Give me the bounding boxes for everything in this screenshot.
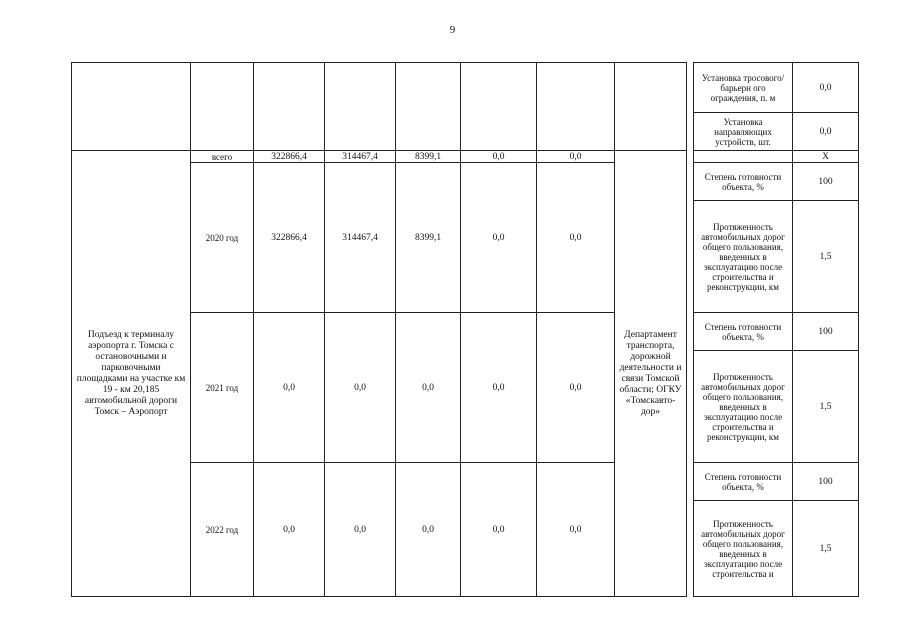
value-cell: 314467,4 [325, 151, 396, 163]
indicator-value: 100 [793, 313, 859, 351]
value-cell: 0,0 [396, 463, 461, 597]
indicator-value: 0,0 [793, 113, 859, 151]
period-label: 2021 год [191, 313, 254, 463]
year-row-2021-a [72, 313, 859, 351]
value-cell: 0,0 [254, 463, 325, 597]
indicator-name: Протяженность автомобильных дорог общего пользования, введенных в эксплуатацию после строительства и реконструкции, км [694, 351, 793, 463]
value-cell: 0,0 [254, 313, 325, 463]
continuation-value-cell [537, 63, 615, 151]
page-number: 9 [449, 24, 456, 36]
indicator-name: Установка направляющих устройств, шт. [694, 113, 793, 151]
continuation-value-cell [325, 63, 396, 151]
continuation-object-cell [72, 63, 191, 151]
period-label: 2020 год [191, 163, 254, 313]
period-label: всего [191, 151, 254, 163]
indicator-name-empty [694, 151, 793, 163]
value-cell: 0,0 [325, 313, 396, 463]
value-cell: 0,0 [325, 463, 396, 597]
value-cell: 8399,1 [396, 151, 461, 163]
indicator-name: Степень готовности объекта, % [694, 313, 793, 351]
indicator-value: 1,5 [793, 351, 859, 463]
program-table [71, 62, 859, 597]
total-row [72, 151, 859, 163]
value-cell: 0,0 [461, 163, 537, 313]
indicator-value: 100 [793, 463, 859, 501]
value-cell: 0,0 [537, 163, 615, 313]
year-row-2022-a [72, 463, 859, 501]
year-row-2020-a [72, 163, 859, 201]
continuation-period-cell [191, 63, 254, 151]
indicator-value: Х [793, 151, 859, 163]
value-cell: 0,0 [537, 463, 615, 597]
value-cell: 0,0 [537, 151, 615, 163]
indicator-name: Установка тросового/барьерн ого ограждения, п. м [694, 63, 793, 113]
indicator-value: 1,5 [793, 501, 859, 597]
value-cell: 322866,4 [254, 163, 325, 313]
indicator-name: Протяженность автомобильных дорог общего пользования, введенных в эксплуатацию после строительства и реконструкции, км [694, 201, 793, 313]
indicator-value: 1,5 [793, 201, 859, 313]
object-name: Подъезд к терминалу аэропорта г. Томска с остановочными и парковочными площадками на участке км 19 - км 20,185 автомобильной дороги Томск – Аэропорт [72, 151, 191, 597]
value-cell: 0,0 [461, 313, 537, 463]
indicator-value: 0,0 [793, 63, 859, 113]
value-cell: 8399,1 [396, 163, 461, 313]
value-cell: 0,0 [461, 463, 537, 597]
value-cell: 0,0 [537, 313, 615, 463]
indicator-name: Протяженность автомобильных дорог общего пользования, введенных в эксплуатацию после строительства и [694, 501, 793, 597]
continuation-value-cell [461, 63, 537, 151]
responsible-executor: Департамент транспорта, дорожной деятельности и связи Томской области; ОГКУ «Томскавто-дор» [615, 151, 687, 597]
value-cell: 0,0 [396, 313, 461, 463]
indicator-value: 100 [793, 163, 859, 201]
indicator-name: Степень готовности объекта, % [694, 163, 793, 201]
continuation-responsible-cell [615, 63, 687, 151]
period-label: 2022 год [191, 463, 254, 597]
continuation-value-cell [254, 63, 325, 151]
continuation-row-1 [72, 63, 859, 113]
value-cell: 322866,4 [254, 151, 325, 163]
value-cell: 0,0 [461, 151, 537, 163]
value-cell: 314467,4 [325, 163, 396, 313]
indicator-name: Степень готовности объекта, % [694, 463, 793, 501]
continuation-value-cell [396, 63, 461, 151]
